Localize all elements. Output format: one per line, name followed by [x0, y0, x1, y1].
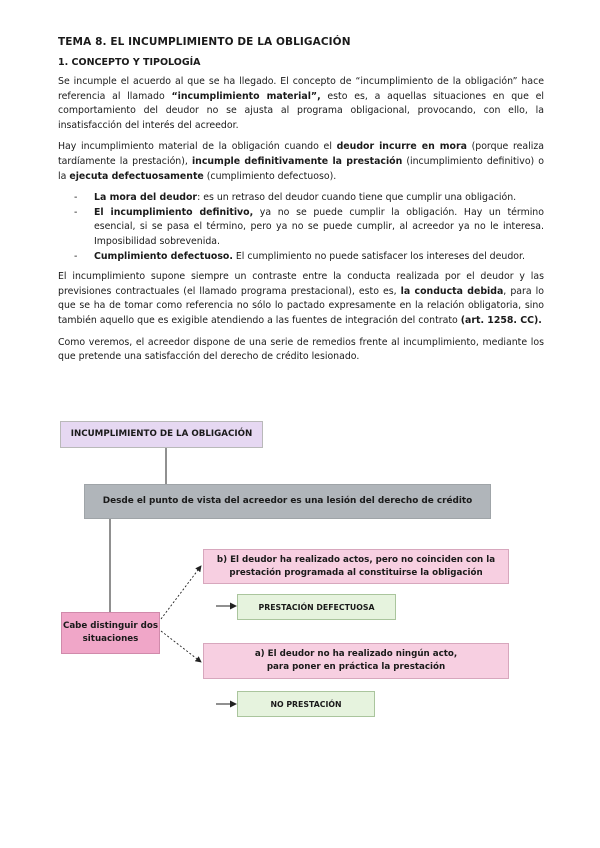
paragraph-4: Como veremos, el acreedor dispone de una serie de remedios frente al incumplimiento, mediante los que pretende una satisfacción del derecho de crédito lesionado.: [58, 336, 544, 363]
paragraph-3: El incumplimiento supone siempre un contraste entre la conducta realizada por el deudor y las previsiones contractuales (el llamado programa prestacional), esto es, la conducta debida, para lo que se ha de tomar como referencia no sólo lo pactado expresamente en la relación obligatoria, sino también aquello que es exigible atendiendo a las fuentes de integración del contrato (art. 1258. CC).: [58, 271, 544, 326]
box-incumplimiento: INCUMPLIMIENTO DE LA OBLIGACIÓN: [60, 421, 263, 448]
list-item: - Cumplimiento defectuoso. El cumplimiento no puede satisfacer los intereses del deudor.: [58, 250, 544, 265]
list-item: - El incumplimiento definitivo, ya no se puede cumplir la obligación. Hay un término esencial, si se pasa el término, pero ya no se puede cumplir, al acreedor ya no le interesa. Imposibilidad sobrevenida.: [58, 206, 544, 250]
box-case-a: a) El deudor no ha realizado ningún acto, para poner en práctica la prestación: [203, 643, 509, 679]
paragraph-2: Hay incumplimiento material de la obligación cuando el deudor incurre en mora (porque realiza tardíamente la prestación), incumple definitivamente la prestación (incumplimiento definitivo) o la ejecuta defectuosamente (cumplimiento defectuoso).: [58, 141, 544, 182]
list-item: - La mora del deudor: es un retraso del deudor cuando tiene que cumplir una obligación.: [58, 191, 544, 206]
arrow-to-case-a: [161, 631, 201, 662]
box-case-b: b) El deudor ha realizado actos, pero no coinciden con la prestación programada al constituirse la obligación: [203, 549, 509, 584]
bullet-list: [58, 191, 544, 264]
box-lesion-derecho-credito: Desde el punto de vista del acreedor es una lesión del derecho de crédito: [84, 484, 491, 519]
document-body: [58, 36, 544, 372]
box-cabe-distinguir: Cabe distinguir dos situaciones: [61, 612, 160, 654]
section-heading: 1. CONCEPTO Y TIPOLOGÍA: [58, 57, 201, 68]
arrow-to-case-b: [161, 566, 201, 619]
box-no-prestacion: NO PRESTACIÓN: [237, 691, 375, 717]
document-title: TEMA 8. EL INCUMPLIMIENTO DE LA OBLIGACIÓN: [58, 36, 351, 48]
box-prestacion-defectuosa: PRESTACIÓN DEFECTUOSA: [237, 594, 396, 620]
paragraph-1: Se incumple el acuerdo al que se ha llegado. El concepto de “incumplimiento de la obligación” hace referencia al llamado “incumplimiento material”, esto es, a aquellas situaciones en que el comportamiento del deudor no se ajusta al programa obligacional, provocando, con ello, la insatisfacción del interés del acreedor.: [58, 76, 544, 131]
